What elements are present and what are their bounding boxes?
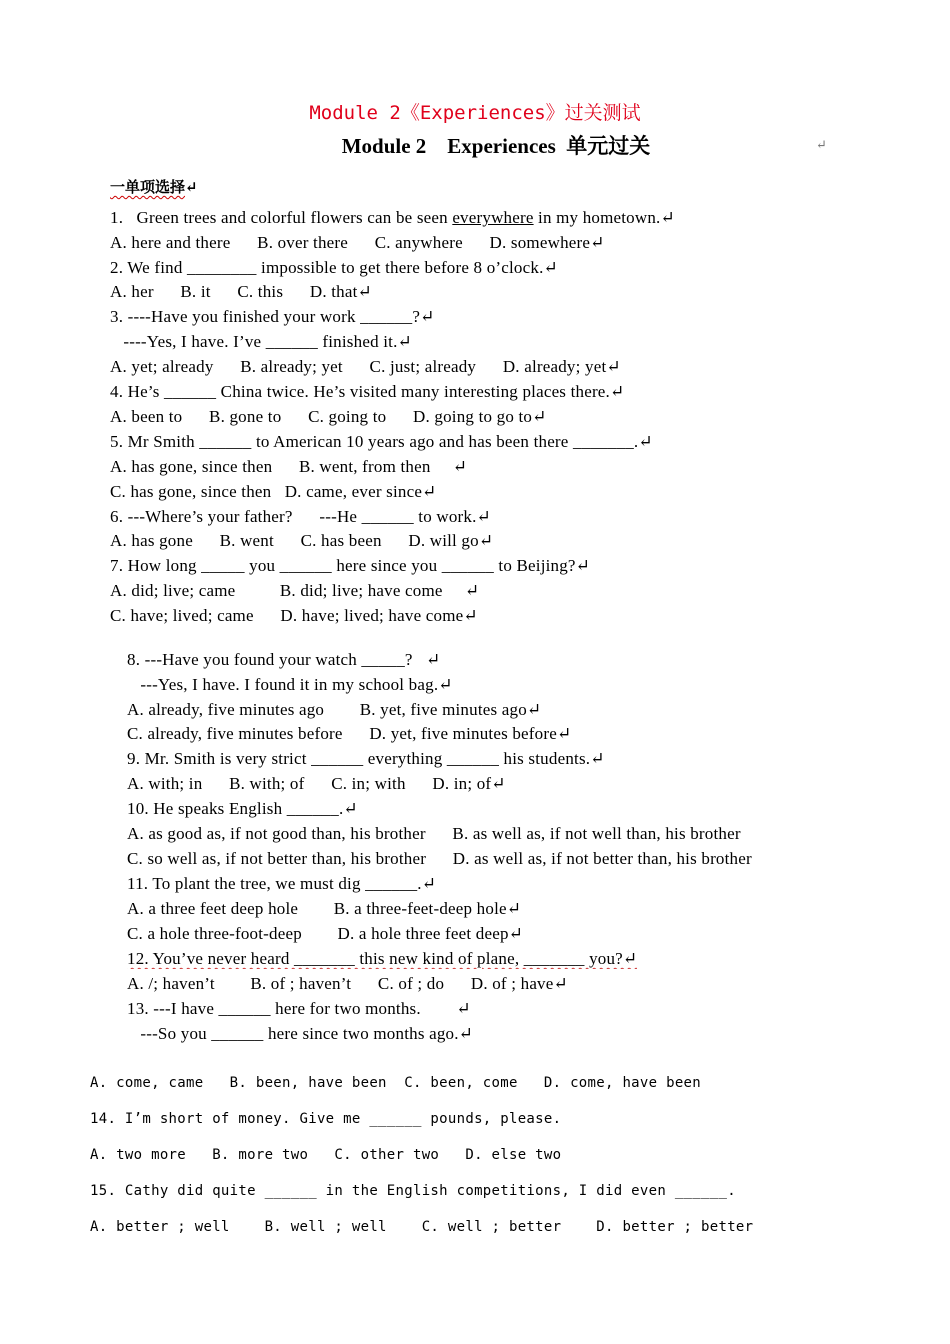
question-line: A. did; live; came B. did; live; have come ↵ bbox=[110, 581, 480, 600]
question-line: 3. ----Have you finished your work ______?↵ bbox=[110, 307, 435, 326]
question-line: A. a three feet deep hole B. a three-feet-deep hole↵ bbox=[127, 899, 522, 918]
question-line: 7. How long _____ you ______ here since you ______ to Beijing?↵ bbox=[110, 556, 591, 575]
question-line: 2. We find ________ impossible to get there before 8 o’clock.↵ bbox=[110, 258, 558, 277]
question-line: C. so well as, if not better than, his brother D. as well as, if not better than, his brother bbox=[127, 849, 752, 868]
document-title: Module 2《Experiences》过关测试 bbox=[309, 102, 641, 124]
question-line: ---So you ______ here since two months ago.↵ bbox=[127, 1024, 474, 1043]
answer-line: A. two more B. more two C. other two D. else two bbox=[90, 1147, 562, 1163]
question-line: 6. ---Where’s your father? ---He ______ to work.↵ bbox=[110, 507, 491, 526]
question-line: C. have; lived; came D. have; lived; have come↵ bbox=[110, 606, 478, 625]
section-heading: 一单项选择↵ bbox=[110, 178, 198, 196]
question-line: A. been to B. gone to C. going to D. going to go to↵ bbox=[110, 407, 547, 426]
question-line: A. has gone, since then B. went, from then ↵ bbox=[110, 457, 468, 476]
question-line: 4. He’s ______ China twice. He’s visited many interesting places there.↵ bbox=[110, 382, 625, 401]
answer-line: A. better ; well B. well ; well C. well ; better D. better ; better bbox=[90, 1219, 754, 1235]
question-line: A. here and there B. over there C. anywhere D. somewhere↵ bbox=[110, 233, 605, 252]
question-line: 13. ---I have ______ here for two months. ↵ bbox=[127, 999, 471, 1018]
question-line: 12. You’ve never heard _______ this new kind of plane, _______ you?↵ bbox=[127, 949, 638, 968]
return-mark: ↵ bbox=[816, 138, 827, 153]
question-line: A. already, five minutes ago B. yet, five minutes ago↵ bbox=[127, 700, 542, 719]
question-line: A. with; in B. with; of C. in; with D. in; of↵ bbox=[127, 774, 506, 793]
question-line: 11. To plant the tree, we must dig ______.↵ bbox=[127, 874, 437, 893]
question-line: ---Yes, I have. I found it in my school bag.↵ bbox=[127, 675, 453, 694]
question-line: 9. Mr. Smith is very strict ______ everything ______ his students.↵ bbox=[127, 749, 605, 768]
answer-line: 15. Cathy did quite ______ in the English competitions, I did even ______. bbox=[90, 1183, 736, 1199]
question-line: ----Yes, I have. I’ve ______ finished it.↵ bbox=[110, 332, 412, 351]
document-subtitle: Module 2 Experiences 单元过关 bbox=[341, 134, 651, 158]
question-line: A. her B. it C. this D. that↵ bbox=[110, 282, 372, 301]
question-line: 5. Mr Smith ______ to American 10 years ago and has been there _______.↵ bbox=[110, 432, 653, 451]
question-line: 8. ---Have you found your watch _____? ↵ bbox=[127, 650, 441, 669]
question-line: 10. He speaks English ______.↵ bbox=[127, 799, 358, 818]
question-line: C. has gone, since then D. came, ever since↵ bbox=[110, 482, 437, 501]
question-line: A. as good as, if not good than, his brother B. as well as, if not well than, his brother bbox=[127, 824, 741, 843]
question-line: A. yet; already B. already; yet C. just; already D. already; yet↵ bbox=[110, 357, 621, 376]
question-line: A. has gone B. went C. has been D. will go↵ bbox=[110, 531, 494, 550]
question-line: C. a hole three-foot-deep D. a hole three feet deep↵ bbox=[127, 924, 524, 943]
question-line: 1. Green trees and colorful flowers can be seen everywhere in my hometown.↵ bbox=[110, 208, 675, 227]
answer-line: 14. I’m short of money. Give me ______ pounds, please. bbox=[90, 1111, 562, 1127]
question-line: C. already, five minutes before D. yet, five minutes before↵ bbox=[127, 724, 572, 743]
question-line: A. /; haven’t B. of ; haven’t C. of ; do D. of ; have↵ bbox=[127, 974, 568, 993]
answer-line: A. come, came B. been, have been C. been, come D. come, have been bbox=[90, 1075, 702, 1091]
